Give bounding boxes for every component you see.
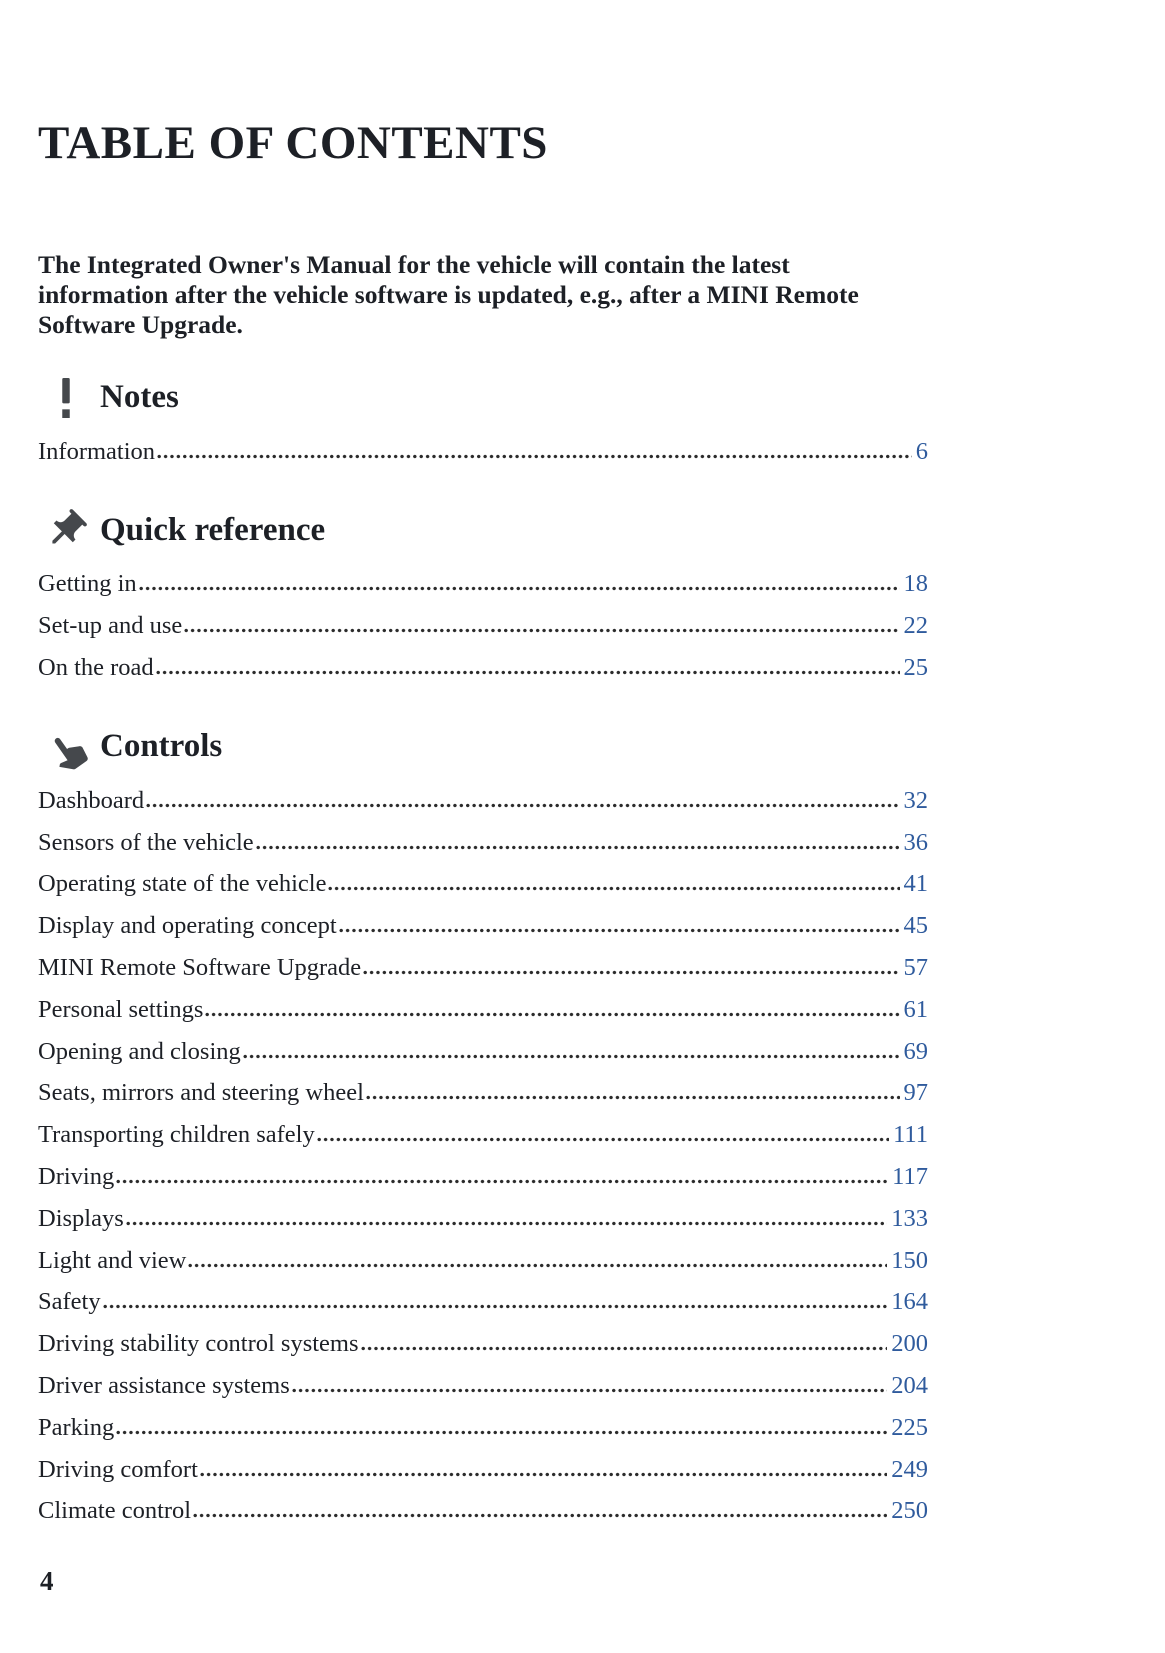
- toc-entry-title: Climate control: [38, 1497, 192, 1525]
- toc-entry-title: Driving: [38, 1163, 115, 1191]
- toc-entry-row: [38, 1407, 928, 1449]
- section-label: Controls: [100, 728, 223, 765]
- dot-leader: [125, 1221, 888, 1226]
- toc-entry-title: On the road: [38, 654, 154, 682]
- dot-leader: [115, 1179, 888, 1184]
- toc-entry-row: [38, 1198, 928, 1240]
- toc-entry-title: Dashboard: [38, 786, 145, 814]
- toc-section: [38, 504, 928, 688]
- toc-entry-page-number: 45: [903, 912, 928, 940]
- toc-entry-title: Sensors of the vehicle: [38, 828, 254, 856]
- toc-entry-title: MINI Remote Software Upgrade: [38, 954, 362, 982]
- toc-entry-row: [38, 1031, 928, 1073]
- toc-entry-row: [38, 1490, 928, 1532]
- toc-entry-row: [38, 1365, 928, 1407]
- toc-entry-row: [38, 605, 928, 647]
- dot-leader: [102, 1304, 888, 1309]
- dot-leader: [362, 970, 899, 975]
- toc-entry-row: [38, 947, 928, 989]
- toc-entry-row: [38, 1449, 928, 1491]
- toc-entry-page-number: 36: [903, 828, 928, 856]
- toc-entry-row: [38, 1323, 928, 1365]
- toc-entry-page-number: 57: [903, 954, 928, 982]
- intro-paragraph: The Integrated Owner's Manual for the vehicle will contain the latest information after the vehicle software is updated, e.g., after a MINI Remote Software Upgrade.: [38, 249, 859, 339]
- toc-entry-title: Operating state of the vehicle: [38, 870, 327, 898]
- section-header: [38, 504, 928, 556]
- toc-entry-title: Driving stability control systems: [38, 1330, 359, 1358]
- toc-entry-title: Getting in: [38, 570, 137, 598]
- dot-leader: [204, 1012, 899, 1017]
- pushpin-icon: [38, 507, 94, 553]
- toc-entry-row: [38, 1114, 928, 1156]
- toc-entry-row: [38, 989, 928, 1031]
- toc-entry-page-number: 6: [915, 437, 928, 465]
- dot-leader: [115, 1430, 887, 1435]
- toc-entry-row: [38, 822, 928, 864]
- toc-entry-page-number: 249: [891, 1455, 928, 1483]
- dot-leader: [192, 1513, 887, 1518]
- toc-entry-row: [38, 863, 928, 905]
- toc-entry-page-number: 22: [903, 612, 928, 640]
- toc-entry-row: [38, 780, 928, 822]
- toc-entry-row: [38, 1156, 928, 1198]
- dot-leader: [138, 586, 900, 591]
- dot-leader: [242, 1054, 900, 1059]
- section-entries: [38, 780, 928, 1532]
- toc-entry-page-number: 200: [891, 1330, 928, 1358]
- toc-entry-page-number: 250: [891, 1497, 928, 1525]
- toc-entry-page-number: 25: [903, 654, 928, 682]
- toc-entry-title: Light and view: [38, 1246, 187, 1274]
- toc-entry-page-number: 204: [891, 1372, 928, 1400]
- dot-leader: [327, 886, 899, 891]
- toc-entry-page-number: 97: [903, 1079, 928, 1107]
- dot-leader: [145, 803, 899, 808]
- page-title: TABLE OF CONTENTS: [38, 117, 548, 169]
- toc-entry-title: Safety: [38, 1288, 101, 1316]
- toc-entry-row: [38, 431, 928, 473]
- exclamation-icon: [38, 378, 94, 418]
- toc-entry-page-number: 133: [891, 1204, 928, 1232]
- toc-entry-title: Information: [38, 437, 156, 465]
- dot-leader: [316, 1137, 889, 1142]
- toc-entry-page-number: 117: [892, 1163, 928, 1191]
- section-label: Quick reference: [100, 511, 326, 548]
- toc-entry-title: Seats, mirrors and steering wheel: [38, 1079, 364, 1107]
- toc-entry-page-number: 164: [891, 1288, 928, 1316]
- dot-leader: [155, 670, 900, 675]
- toc-entry-page-number: 61: [903, 995, 928, 1023]
- dot-leader: [255, 845, 900, 850]
- toc-entry-page-number: 225: [891, 1413, 928, 1441]
- toc-entry-title: Parking: [38, 1413, 115, 1441]
- dot-leader: [365, 1095, 900, 1100]
- dot-leader: [187, 1263, 887, 1268]
- toc-entry-title: Display and operating concept: [38, 912, 337, 940]
- toc-entry-title: Transporting children safely: [38, 1121, 315, 1149]
- toc-entry-title: Driver assistance systems: [38, 1372, 290, 1400]
- toc-entry-title: Displays: [38, 1204, 124, 1232]
- toc-entry-title: Personal settings: [38, 995, 204, 1023]
- toc-entry-title: Opening and closing: [38, 1037, 241, 1065]
- toc-entry-page-number: 111: [893, 1121, 928, 1149]
- folio-page-number: 4: [40, 1566, 54, 1596]
- toc-entry-title: Set-up and use: [38, 612, 183, 640]
- dot-leader: [183, 628, 899, 633]
- toc-entry-page-number: 32: [903, 786, 928, 814]
- section-entries: [38, 563, 928, 688]
- dot-leader: [338, 928, 900, 933]
- toc-entry-row: [38, 1240, 928, 1282]
- toc-entry-row: [38, 647, 928, 689]
- section-header: [38, 721, 928, 773]
- section-header: [38, 372, 928, 424]
- dot-leader: [360, 1346, 888, 1351]
- section-entries: [38, 431, 928, 473]
- pointing-hand-icon: [38, 723, 94, 771]
- toc-entry-row: [38, 905, 928, 947]
- dot-leader: [199, 1472, 887, 1477]
- toc-entry-page-number: 18: [903, 570, 928, 598]
- toc-entry-row: [38, 1281, 928, 1323]
- toc-entry-row: [38, 1072, 928, 1114]
- toc-sections: [38, 372, 928, 1533]
- toc-section: [38, 721, 928, 1532]
- dot-leader: [156, 454, 912, 459]
- toc-entry-page-number: 69: [903, 1037, 928, 1065]
- dot-leader: [291, 1388, 888, 1393]
- toc-entry-row: [38, 563, 928, 605]
- toc-entry-title: Driving comfort: [38, 1455, 198, 1483]
- section-label: Notes: [100, 379, 179, 416]
- toc-entry-page-number: 150: [891, 1246, 928, 1274]
- toc-entry-page-number: 41: [903, 870, 928, 898]
- toc-section: [38, 372, 928, 473]
